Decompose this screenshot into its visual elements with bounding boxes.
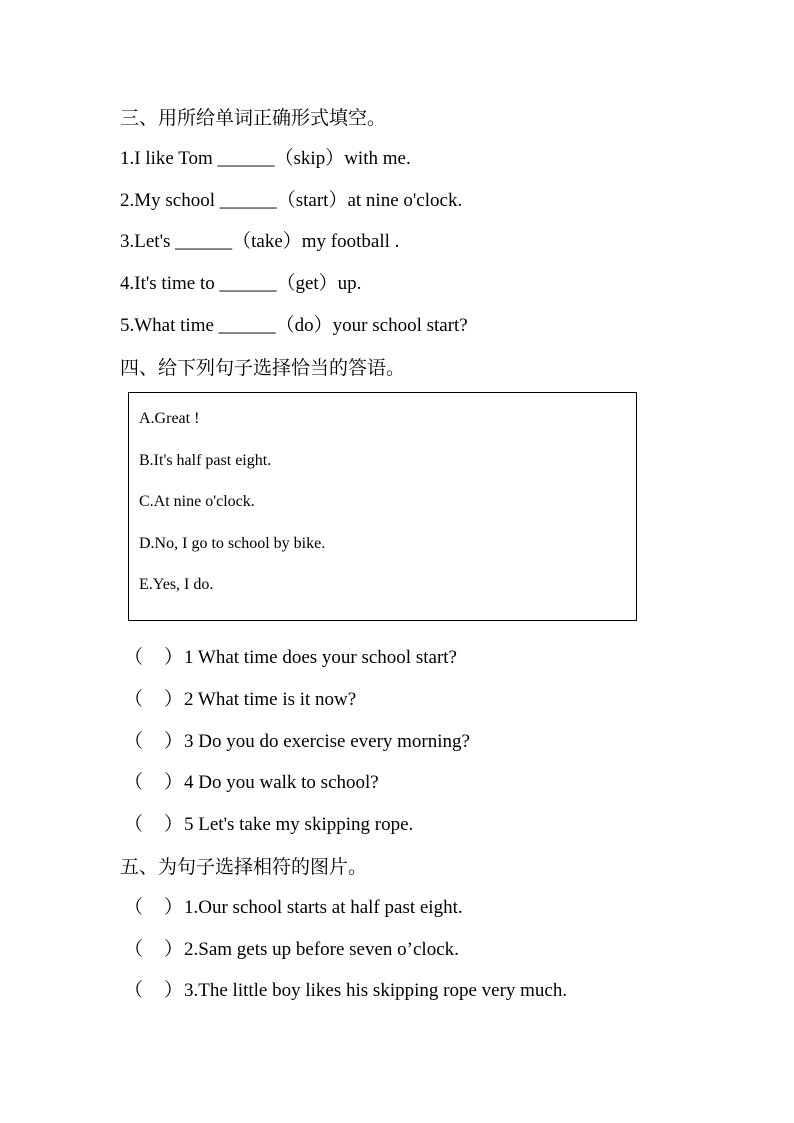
question-text: 5 Let's take my skipping rope.	[184, 814, 414, 835]
fill-in-item-2: 2.My school ______（start）at nine o'clock.	[120, 190, 463, 211]
answer-blank-close: ）	[164, 939, 184, 960]
fill-in-item-4: 4.It's time to ______（get）up.	[120, 273, 362, 294]
answer-blank-open: （	[124, 772, 144, 793]
answer-blank-close: ）	[164, 689, 184, 710]
answer-blank-open: （	[124, 897, 144, 918]
answer-blank-close: ）	[164, 731, 184, 752]
answer-options-box	[128, 392, 637, 621]
section-4-heading: 四、给下列句子选择恰当的答语。	[120, 357, 406, 379]
question-text: 3 Do you do exercise every morning?	[184, 731, 470, 752]
answer-blank-open: （	[124, 689, 144, 710]
answer-blank-close: ）	[164, 772, 184, 793]
section-5-heading: 五、为句子选择相符的图片。	[120, 856, 368, 878]
option-a: A.Great !	[139, 410, 200, 427]
fill-in-item-5: 5.What time ______（do）your school start?	[120, 315, 468, 336]
answer-blank-open: （	[124, 731, 144, 752]
question-text: 1 What time does your school start?	[184, 647, 457, 668]
answer-blank-close: ）	[164, 814, 184, 835]
answer-blank-open: （	[124, 814, 144, 835]
answer-blank-open: （	[124, 647, 144, 668]
answer-blank-close: ）	[164, 647, 184, 668]
answer-blank-close: ）	[164, 897, 184, 918]
question-text: 1.Our school starts at half past eight.	[184, 897, 463, 918]
option-c: C.At nine o'clock.	[139, 493, 255, 510]
picture-question-3	[124, 979, 568, 1075]
answer-blank-open: （	[124, 980, 144, 1001]
answer-blank-close: ）	[164, 980, 184, 1001]
fill-in-item-3: 3.Let's ______（take）my football .	[120, 231, 400, 252]
option-e: E.Yes, I do.	[139, 576, 214, 593]
answer-blank-open: （	[124, 939, 144, 960]
fill-in-item-1: 1.I like Tom ______（skip）with me.	[120, 148, 411, 169]
section-3-heading: 三、用所给单词正确形式填空。	[120, 107, 387, 129]
option-d: D.No, I go to school by bike.	[139, 535, 326, 552]
question-text: 2.Sam gets up before seven o’clock.	[184, 939, 459, 960]
option-b: B.It's half past eight.	[139, 452, 272, 469]
question-text: 4 Do you walk to school?	[184, 772, 379, 793]
question-text: 2 What time is it now?	[184, 689, 357, 710]
question-text: 3.The little boy likes his skipping rope very much.	[184, 980, 568, 1001]
